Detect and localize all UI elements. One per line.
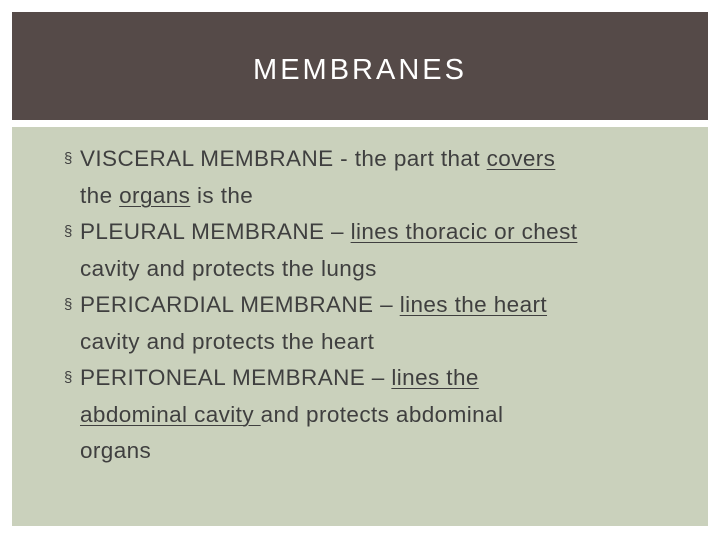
- bullet-text: cavity and protects the heart: [80, 328, 375, 354]
- bullet-text: the: [80, 182, 120, 208]
- bullet-marker-icon: §: [64, 150, 73, 167]
- bullet-item: [64, 360, 704, 470]
- underlined-term: covers: [486, 146, 556, 171]
- bullet-line: [80, 251, 704, 288]
- bullet-marker-icon: §: [64, 296, 73, 313]
- title-bar: [12, 12, 708, 120]
- bullet-line: [80, 178, 704, 215]
- slide-title: MEMBRANES: [253, 53, 467, 86]
- bullet-line: [80, 324, 704, 361]
- bullet-marker-icon: §: [64, 369, 73, 386]
- bullet-text: VISCERAL MEMBRANE - the part that: [80, 146, 487, 171]
- bullet-text: PERICARDIAL MEMBRANE –: [80, 292, 400, 317]
- bullet-item: [64, 141, 704, 214]
- bullet-item: [64, 214, 704, 287]
- bullet-marker-icon: §: [64, 223, 73, 240]
- bullet-line: [80, 141, 704, 178]
- underlined-term: lines thoracic or chest: [350, 219, 578, 244]
- bullet-text: PLEURAL MEMBRANE –: [80, 219, 351, 244]
- bullet-text: and protects abdominal: [260, 401, 504, 427]
- bullet-line: [80, 214, 704, 251]
- bullet-text: organs: [80, 438, 152, 463]
- bullet-text: is the: [190, 182, 254, 208]
- bullet-list: [64, 141, 704, 470]
- bullet-text: cavity and protects the lungs: [80, 255, 377, 281]
- bullet-line: [80, 287, 704, 324]
- bullet-line: [80, 433, 704, 470]
- bullet-item: [64, 287, 704, 360]
- content-box: [12, 127, 708, 526]
- underlined-term: lines the heart: [399, 292, 548, 317]
- underlined-term: organs: [119, 182, 191, 208]
- underlined-term: lines the: [391, 365, 479, 390]
- bullet-text: PERITONEAL MEMBRANE –: [80, 365, 392, 390]
- underlined-term: abdominal cavity: [80, 401, 261, 427]
- bullet-line: [80, 397, 704, 434]
- bullet-line: [80, 360, 704, 397]
